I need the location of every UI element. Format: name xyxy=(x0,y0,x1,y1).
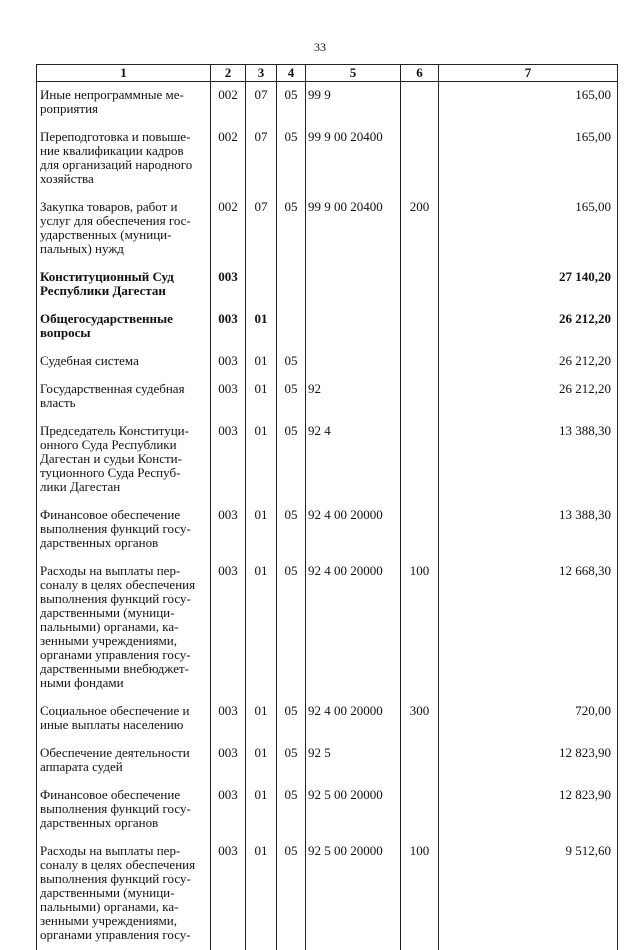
cell-target-code: 99 9 00 20400 xyxy=(306,194,401,264)
cell-name: Переподготовка и повыше- ние квалификации кадров для организаций народного хозяйства xyxy=(37,124,211,194)
cell-section-code: 01 xyxy=(246,502,277,558)
table-row xyxy=(37,502,618,558)
cell-name: Председатель Конституци- онного Суда Республики Дагестан и судьи Консти- туционного Суда Респуб- лики Дагестан xyxy=(37,418,211,502)
cell-expense-type xyxy=(401,306,439,348)
cell-expense-type xyxy=(401,348,439,376)
cell-grbs-code: 003 xyxy=(211,558,246,698)
cell-subsection-code: 05 xyxy=(277,558,306,698)
cell-grbs-code: 003 xyxy=(211,376,246,418)
cell-amount: 26 212,20 xyxy=(439,348,618,376)
cell-section-code: 07 xyxy=(246,194,277,264)
cell-name: Судебная система xyxy=(37,348,211,376)
cell-name: Конституционный Суд Республики Дагестан xyxy=(37,264,211,306)
cell-grbs-code: 003 xyxy=(211,782,246,838)
cell-subsection-code: 05 xyxy=(277,82,306,125)
header-col-2: 2 xyxy=(211,65,246,82)
cell-subsection-code: 05 xyxy=(277,418,306,502)
cell-subsection-code: 05 xyxy=(277,194,306,264)
cell-target-code: 92 4 00 20000 xyxy=(306,698,401,740)
cell-expense-type: 100 xyxy=(401,838,439,950)
table-row xyxy=(37,838,618,950)
cell-amount: 165,00 xyxy=(439,124,618,194)
cell-subsection-code: 05 xyxy=(277,348,306,376)
header-col-1: 1 xyxy=(37,65,211,82)
cell-target-code: 92 5 00 20000 xyxy=(306,838,401,950)
cell-subsection-code xyxy=(277,306,306,348)
cell-expense-type xyxy=(401,124,439,194)
table-row xyxy=(37,194,618,264)
page-number: 33 xyxy=(0,40,640,55)
cell-expense-type xyxy=(401,264,439,306)
header-col-7: 7 xyxy=(439,65,618,82)
table-row xyxy=(37,306,618,348)
cell-target-code: 92 5 00 20000 xyxy=(306,782,401,838)
cell-target-code: 92 xyxy=(306,376,401,418)
cell-subsection-code: 05 xyxy=(277,740,306,782)
cell-grbs-code: 003 xyxy=(211,418,246,502)
cell-name: Расходы на выплаты пер- соналу в целях обеспечения выполнения функций госу- дарственными (муници- пальными) органами, ка- зенными учреждениями, органами управления госу- дарственными внебюджет- ными фондами xyxy=(37,558,211,698)
cell-name: Иные непрограммные ме- роприятия xyxy=(37,82,211,125)
cell-grbs-code: 002 xyxy=(211,82,246,125)
cell-expense-type: 100 xyxy=(401,558,439,698)
cell-grbs-code: 003 xyxy=(211,502,246,558)
cell-amount: 13 388,30 xyxy=(439,418,618,502)
cell-expense-type: 200 xyxy=(401,194,439,264)
cell-subsection-code: 05 xyxy=(277,838,306,950)
cell-grbs-code: 002 xyxy=(211,124,246,194)
cell-expense-type xyxy=(401,82,439,125)
cell-section-code: 01 xyxy=(246,376,277,418)
cell-section-code: 01 xyxy=(246,698,277,740)
cell-amount: 12 823,90 xyxy=(439,740,618,782)
cell-expense-type xyxy=(401,418,439,502)
budget-table xyxy=(36,64,618,950)
table-row xyxy=(37,124,618,194)
cell-section-code: 01 xyxy=(246,348,277,376)
cell-subsection-code: 05 xyxy=(277,502,306,558)
header-col-4: 4 xyxy=(277,65,306,82)
cell-name: Социальное обеспечение и иные выплаты населению xyxy=(37,698,211,740)
table-body xyxy=(37,82,618,950)
cell-target-code: 92 5 xyxy=(306,740,401,782)
table-row xyxy=(37,740,618,782)
cell-name: Финансовое обеспечение выполнения функций госу- дарственных органов xyxy=(37,502,211,558)
cell-grbs-code: 003 xyxy=(211,306,246,348)
cell-amount: 27 140,20 xyxy=(439,264,618,306)
cell-amount: 12 823,90 xyxy=(439,782,618,838)
cell-name: Расходы на выплаты пер- соналу в целях обеспечения выполнения функций госу- дарственными (муници- пальными) органами, ка- зенными учреждениями, органами управления госу- xyxy=(37,838,211,950)
cell-name: Общегосударственные вопросы xyxy=(37,306,211,348)
cell-grbs-code: 003 xyxy=(211,264,246,306)
header-col-5: 5 xyxy=(306,65,401,82)
cell-subsection-code: 05 xyxy=(277,698,306,740)
cell-name: Государственная судебная власть xyxy=(37,376,211,418)
cell-amount: 13 388,30 xyxy=(439,502,618,558)
cell-expense-type xyxy=(401,782,439,838)
cell-amount: 720,00 xyxy=(439,698,618,740)
table-row xyxy=(37,418,618,502)
cell-section-code: 01 xyxy=(246,558,277,698)
cell-name: Финансовое обеспечение выполнения функций госу- дарственных органов xyxy=(37,782,211,838)
cell-grbs-code: 002 xyxy=(211,194,246,264)
cell-target-code xyxy=(306,306,401,348)
cell-target-code: 92 4 00 20000 xyxy=(306,558,401,698)
cell-expense-type xyxy=(401,740,439,782)
cell-grbs-code: 003 xyxy=(211,838,246,950)
cell-section-code: 07 xyxy=(246,82,277,125)
cell-grbs-code: 003 xyxy=(211,348,246,376)
cell-target-code: 99 9 xyxy=(306,82,401,125)
cell-section-code: 01 xyxy=(246,740,277,782)
cell-subsection-code: 05 xyxy=(277,376,306,418)
cell-name: Закупка товаров, работ и услуг для обеспечения гос- ударственных (муници- пальных) нужд xyxy=(37,194,211,264)
cell-section-code: 01 xyxy=(246,782,277,838)
cell-expense-type xyxy=(401,502,439,558)
cell-target-code: 92 4 xyxy=(306,418,401,502)
cell-section-code: 07 xyxy=(246,124,277,194)
table-row xyxy=(37,376,618,418)
cell-subsection-code: 05 xyxy=(277,124,306,194)
cell-name: Обеспечение деятельности аппарата судей xyxy=(37,740,211,782)
cell-section-code: 01 xyxy=(246,838,277,950)
cell-section-code xyxy=(246,264,277,306)
table-row xyxy=(37,348,618,376)
table-row xyxy=(37,782,618,838)
cell-section-code: 01 xyxy=(246,306,277,348)
table-row xyxy=(37,82,618,125)
header-row xyxy=(37,65,618,82)
header-col-6: 6 xyxy=(401,65,439,82)
cell-target-code xyxy=(306,348,401,376)
cell-grbs-code: 003 xyxy=(211,698,246,740)
cell-subsection-code: 05 xyxy=(277,782,306,838)
table-row xyxy=(37,698,618,740)
cell-subsection-code xyxy=(277,264,306,306)
cell-section-code: 01 xyxy=(246,418,277,502)
table-row xyxy=(37,558,618,698)
cell-amount: 26 212,20 xyxy=(439,376,618,418)
table-row xyxy=(37,264,618,306)
cell-target-code: 99 9 00 20400 xyxy=(306,124,401,194)
cell-amount: 165,00 xyxy=(439,194,618,264)
cell-amount: 26 212,20 xyxy=(439,306,618,348)
cell-amount: 12 668,30 xyxy=(439,558,618,698)
cell-grbs-code: 003 xyxy=(211,740,246,782)
cell-expense-type xyxy=(401,376,439,418)
cell-expense-type: 300 xyxy=(401,698,439,740)
cell-amount: 165,00 xyxy=(439,82,618,125)
cell-amount: 9 512,60 xyxy=(439,838,618,950)
header-col-3: 3 xyxy=(246,65,277,82)
cell-target-code xyxy=(306,264,401,306)
cell-target-code: 92 4 00 20000 xyxy=(306,502,401,558)
